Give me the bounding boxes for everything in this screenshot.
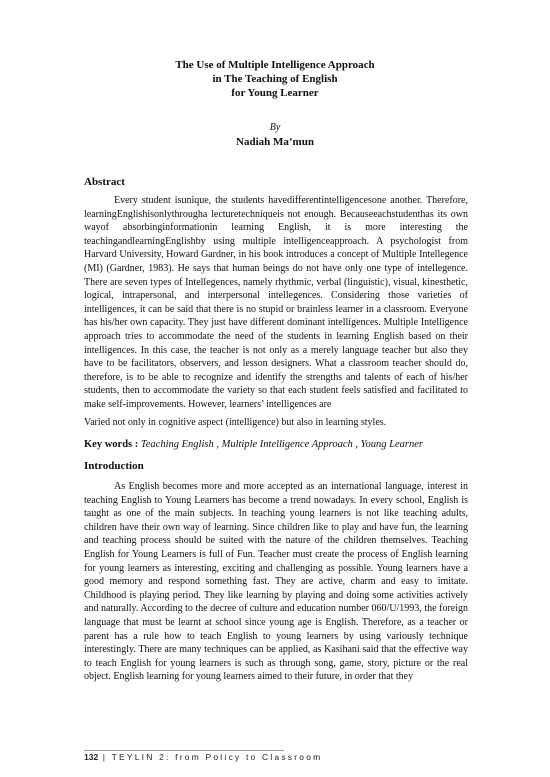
introduction-paragraph: As English becomes more and more accepted as an international language, interest in teaching English to Young Learners has become a trend nowadays. In every school, English is taught as one of the main subjects. In teaching young learners is not like teaching adults, children have their own way of learning. Since children like to play and have fun, the learning and teaching process should be suited with the nature of the children themselves. Teaching English for Young Learners is full of Fun. Teacher must create the process of English learning for young learners as interesting, exciting and challenging as possible. Young learners have a good memory and respond something fast. They are active, charm and easy to imitate. Childhood is playing period. They like learning by playing and doing some activities actively and naturally. According to the decree of culture and education number 060/U/1993, the foreign language that must be learnt at school since young age is English. Therefore, as a teacher or parent has a rule how to teach English to young learners by using variously technique interestingly. There are many techniques can be applied, as Kasihani said that the effective way to teach English for young learners is such as through song, game, story, picture or the real object. English learning for young learners aimed to their future, in order that they bbox=[84, 481, 468, 683]
paper-title bbox=[60, 58, 490, 100]
title-line-2: in The Teaching of English bbox=[212, 73, 338, 85]
introduction-heading: Introduction bbox=[84, 460, 144, 472]
title-line-1: The Use of Multiple Intelligence Approach bbox=[175, 59, 375, 71]
abstract-paragraph: Every student isunique, the students havedifferentintelligencesone another. Therefore, learningEnglishisonlythrougha lecturetechniqueis not enough. Becauseeachstudenthas its own wayof absorbinginformationin learning English, it is more interesting the teachingandlearningEnglishby using multiple intelligenceapproach. A psychologist from Harvard University, Howard Gardner, in his book introduces a concept of Multiple Intellegence (MI) (Gardner, 1983). He says that human beings do not have only one type of intellegence. There are seven types of Intellegences, namely rhythmic, verbal (linguistic), visual, kinesthetic, logical, intrapersonal, and interpersonal intellegences. Considering those varieties of intelligences, it can be said that there is no stupid or brainless learner in a classroom. Everyone has his/her own capacity. They just have different dominant intelligences. Multiple Intelligence approach tries to accommodate the need of the students in learning English based on their intelligences. In this case, the teacher is not only as a merely language teacher but also they have to be facilitators, observers, and lesson designers. What a classroom teacher should do, therefore, is to be able to recognize and identify the strengths and talents of each of his/her students, then to accommodate the variety so that each student feels satisfied and facilitated to make self-improvements. However, learners’ intelligences are bbox=[84, 195, 468, 410]
keywords-label: Key words : bbox=[84, 439, 139, 450]
title-line-3: for Young Learner bbox=[231, 87, 319, 99]
abstract-continuation: Varied not only in cognitive aspect (intelligence) but also in learning styles. bbox=[84, 417, 387, 428]
abstract-heading: Abstract bbox=[84, 176, 125, 188]
author-name: Nadiah Ma’mun bbox=[236, 136, 314, 148]
by-label: By bbox=[269, 122, 281, 133]
footer-separator: | bbox=[98, 752, 112, 762]
keywords-value: Teaching English , Multiple Intelligence Approach , Young Learner bbox=[138, 439, 423, 450]
keywords-line bbox=[84, 438, 423, 451]
journal-name: TEYLIN 2: from Policy to Classroom bbox=[111, 752, 323, 762]
page-footer bbox=[84, 752, 322, 762]
page-number: 132 bbox=[84, 752, 99, 762]
footer-rule bbox=[84, 750, 284, 751]
